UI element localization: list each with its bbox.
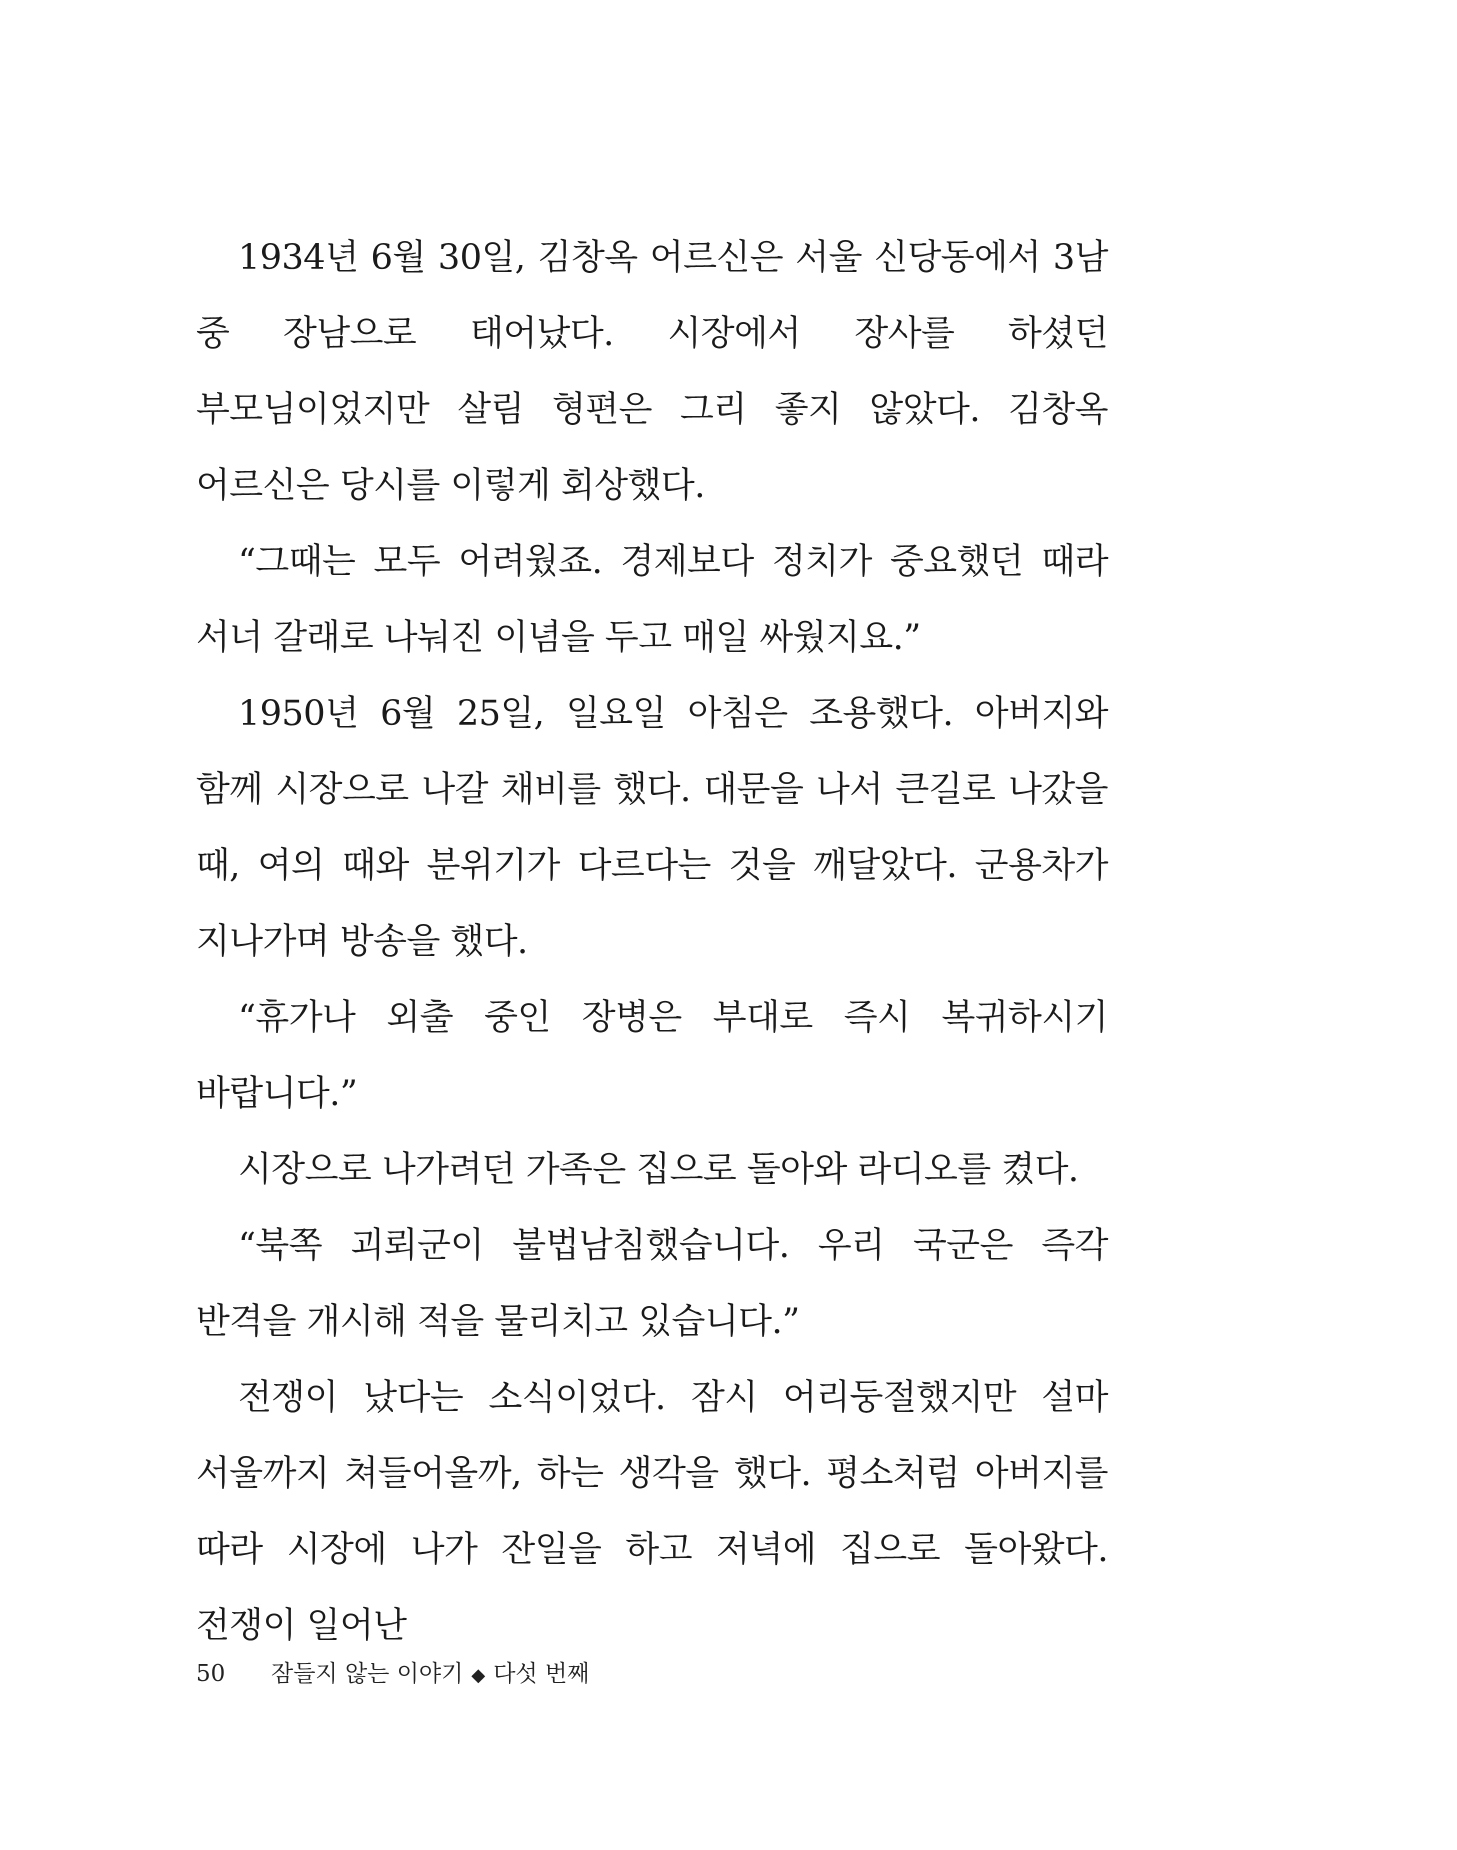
page-footer [196, 1655, 589, 1688]
paragraph: 시장으로 나가려던 가족은 집으로 돌아와 라디오를 켰다. [238, 1150, 1079, 1190]
page-number: 50 [196, 1661, 226, 1687]
paragraph: “휴가나 외출 중인 장병은 부대로 즉시 복귀하시기 바랍니다.” [196, 998, 1108, 1114]
paragraph: “북쪽 괴뢰군이 불법남침했습니다. 우리 국군은 즉각 반격을 개시해 적을 물리치고 있습니다.” [196, 1226, 1108, 1342]
paragraph: “그때는 모두 어려웠죠. 경제보다 정치가 중요했던 때라 서너 갈래로 나눠진 이념을 두고 매일 싸웠지요.” [196, 542, 1108, 658]
diamond-separator-icon: ◆ [471, 1665, 486, 1686]
book-title: 잠들지 않는 이야기 [271, 1661, 464, 1687]
paragraph: 1950년 6월 25일, 일요일 아침은 조용했다. 아버지와 함께 시장으로 나갈 채비를 했다. 대문을 나서 큰길로 나갔을 때, 여의 때와 분위기가 다르다는 것을 깨달았다. 군용차가 지나가며 방송을 했다. [196, 694, 1108, 962]
paragraph: 전쟁이 났다는 소식이었다. 잠시 어리둥절했지만 설마 서울까지 쳐들어올까, 하는 생각을 했다. 평소처럼 아버지를 따라 시장에 나가 잔일을 하고 저녁에 집으로 돌아왔다. 전쟁이 일어난 [196, 1378, 1108, 1646]
paragraph: 1934년 6월 30일, 김창옥 어르신은 서울 신당동에서 3남 중 장남으로 태어났다. 시장에서 장사를 하셨던 부모님이었지만 살림 형편은 그리 좋지 않았다. 김창옥 어르신은 당시를 이렇게 회상했다. [196, 238, 1108, 506]
volume-label: 다섯 번째 [493, 1661, 590, 1687]
page-body [196, 220, 1108, 1664]
